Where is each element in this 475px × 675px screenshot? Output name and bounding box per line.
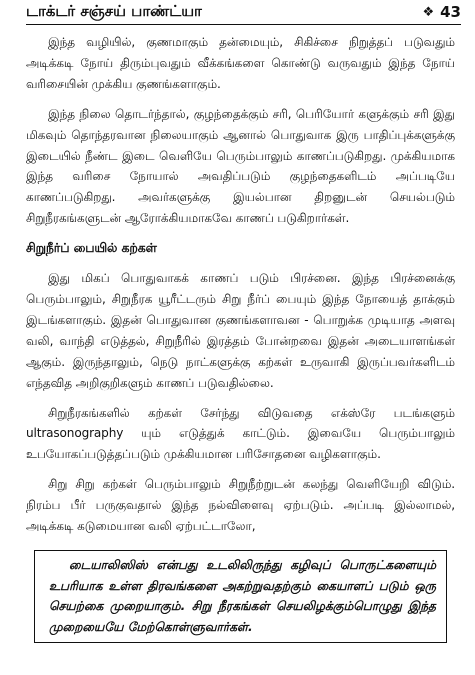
page-number: 43 <box>440 3 461 21</box>
running-header <box>26 0 461 25</box>
diamond-bullet-icon: ❖ <box>422 4 435 20</box>
paragraph-1: இந்த வழியில், குணமாகும் தன்மையும், சிகிச்சை நிறுத்தப் படுவதும் அடிக்கடி நோய் திரும்புவதும் வீக்கங்களை கொண்டு வருவதும் இந்த நோய் வரிசையின் முக்கிய குணங்களாகும். <box>26 35 455 91</box>
section-heading: சிறுநீர்ப் பையில் கற்கள் <box>26 241 157 256</box>
paragraph-3: இது மிகப் பொதுவாகக் காணப் படும் பிரச்னை. இந்த பிரச்னைக்கு பெரும்பாலும், சிறுநீரக யூரீட்டரும் சிறு நீர்ப் பையும் இந்த நோயைத் தாக்கும் இடங்களாகும். இதன் பொதுவான குணங்களாவன - பொறுக்க முடியாத அளவு வலி, வாந்தி எடுத்தல், சிறுநீரில் இரத்தம் போன்றவை இதன் அடையாளங்கள் ஆகும். இருந்தாலும், நெடு நாட்களுக்கு கற்கள் உருவாகி இருப்பவர்களிடம் எந்தவித அறிகுறிகளும் காணப் படுவதில்லை. <box>26 271 455 390</box>
page-number-group <box>422 3 461 21</box>
book-title: டாக்டர் சஞ்சய் பாண்ட்யா <box>26 2 202 20</box>
body-text <box>26 32 455 546</box>
paragraph-4: சிறுநீரகங்களில் கற்கள் சேர்ந்து விடுவதை எக்ஸ்ரே படங்களும் ultrasonography யும் எடுத்துக் காட்டும். இவையே பெரும்பாலும் உபயோகப்படுத்தப்படும் முக்கியமான பரிசோதனை வழிகளாகும். <box>26 405 455 462</box>
paragraph-2: இந்த நிலை தொடர்ந்தால், குழந்தைக்கும் சரி, பெரியோர் களுக்கும் சரி இது மிகவும் தொந்தரவான நிலையாகும் ஆனால் பொதுவாக இரு பாதிப்புக்களுக்கு இடையில் நீண்ட இடை வெளியே பெரும்பாலும் காணப்படுகிறது. முக்கியமாக இந்த வரிசை நோயால் அவதிப்படும் குழந்தைகளிடம் அப்படியே காணப்படுகிறது. அவர்களுக்கு இயல்பான திறனுடன் செயல்படும் சிறுநீரகங்களுடன் ஆரோக்கியமாகவே காணப் படுகிறார்கள். <box>26 106 455 226</box>
callout-box: டையாலிஸிஸ் என்பது உடலிலிருந்து கழிவுப் பொருட்களையும் உபரியாக உள்ள திரவங்களை அகற்றுவதற்கும் கையாளப் படும் ஒரு செயற்கை முறையாகும். சிறு நீரகங்கள் செயலிழக்கும்பொழுது இந்த முறையையே மேற்கொள்ளுவார்கள். <box>34 550 447 643</box>
paragraph-5: சிறு சிறு கற்கள் பெரும்பாலும் சிறுநீற்றுடன் கலந்து வெளியேறி விடும். நிரம்ப பீர் பருகுவதால் இந்த நல்விளைவு ஏற்படும். அப்படி இல்லாமல், அடிக்கடி கடுமையான வலி ஏற்பட்டாலோ, <box>26 477 455 534</box>
